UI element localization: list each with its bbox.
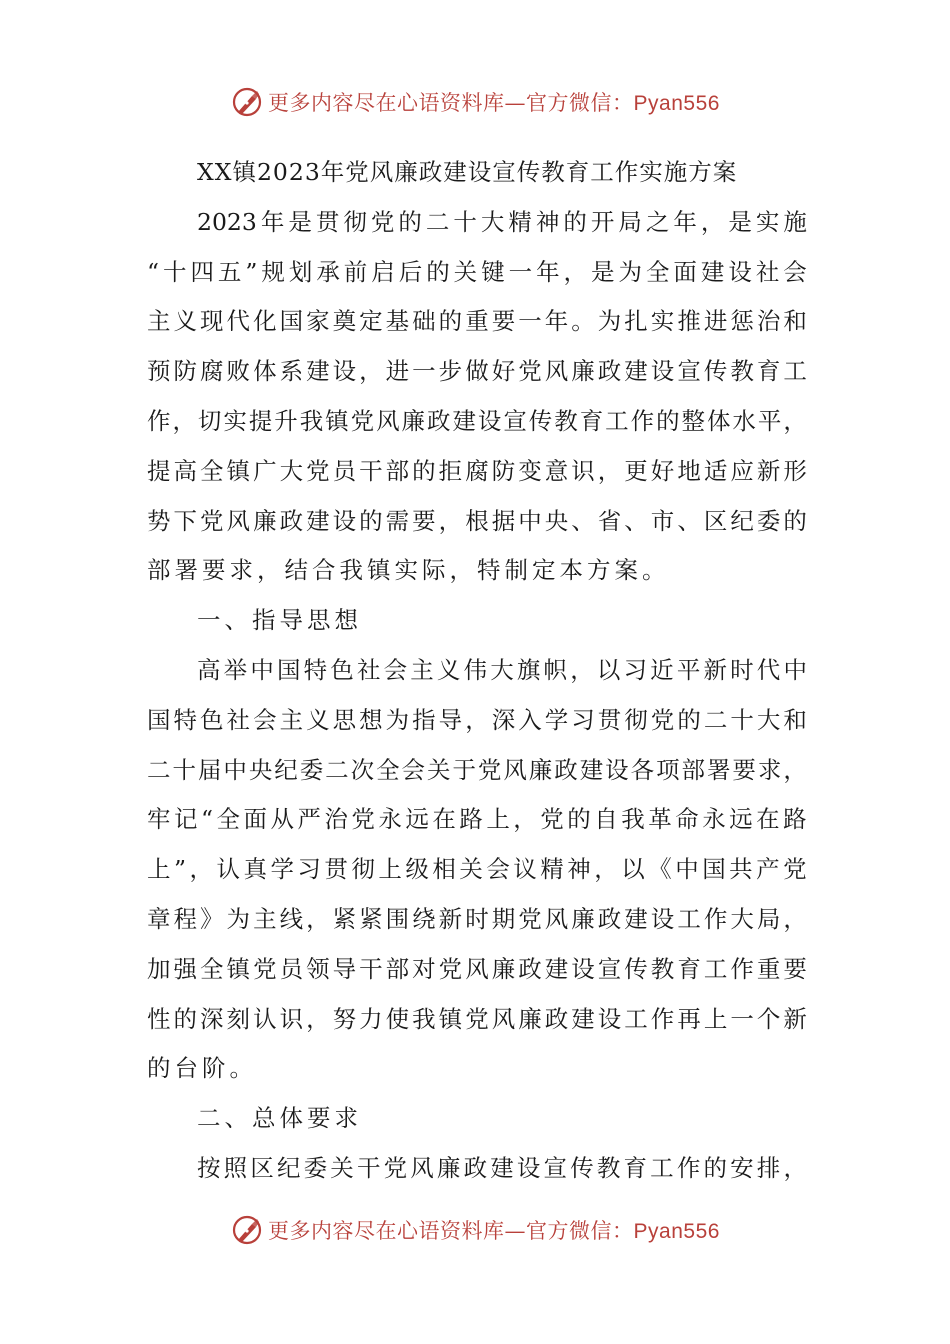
pen-nib-circle-logo-icon: [230, 1213, 264, 1247]
document-body: [147, 148, 807, 1194]
document-title: XX镇2023年党风廉政建设宣传教育工作实施方案: [197, 158, 738, 186]
body-line: 提 高 全 镇 广 大 党 员 干 部 的 拒 腐 防 变 意 识 ， 更 好 地 适 应 新 形: [147, 456, 807, 485]
watermark-wechat-id: Pyan556: [633, 92, 720, 115]
pen-nib-circle-logo-icon: [230, 85, 264, 119]
body-line: 预 防 腐 败 体 系 建 设 ， 进 一 步 做 好 党 风 廉 政 建 设 宣 传 教 育 工: [147, 357, 807, 386]
body-line: 高 举 中 国 特 色 社 会 主 义 伟 大 旗 帜 ， 以 习 近 平 新 时 代 中: [197, 655, 807, 684]
watermark-banner-bottom: [0, 1208, 950, 1252]
body-line: 一、指导思想: [197, 606, 362, 635]
watermark-text: [268, 87, 720, 117]
body-line: 按 照 区 纪 委 关 干 党 风 廉 政 建 设 宣 传 教 育 工 作 的 安 排 ，: [197, 1153, 807, 1182]
body-line: 上 ” ， 认 真 学 习 贯 彻 上 级 相 关 会 议 精 神 ， 以 《 中 国 共 产 党: [147, 855, 807, 884]
body-line: 加 强 全 镇 党 员 领 导 干 部 对 党 风 廉 政 建 设 宣 传 教 育 工 作 重 要: [147, 954, 807, 983]
watermark-prefix: 更多内容尽在心语资料库—官方微信：: [268, 91, 634, 115]
body-line: 2023 年 是 贯 彻 党 的 二 十 大 精 神 的 开 局 之 年 ， 是 实 施: [197, 207, 807, 236]
body-line: 二 十 届 中 央 纪 委 二 次 全 会 关 于 党 风 廉 政 建 设 各 项 部 署 要 求 ，: [147, 755, 807, 784]
body-line: 国 特 色 社 会 主 义 思 想 为 指 导 ， 深 入 学 习 贯 彻 党 的 二 十 大 和: [147, 705, 807, 734]
body-line: 牢 记 “ 全 面 从 严 治 党 永 远 在 路 上 ， 党 的 自 我 革 命 永 远 在 路: [147, 805, 807, 834]
body-line: “ 十 四 五 ” 规 划 承 前 启 后 的 关 键 一 年 ， 是 为 全 面 建 设 社 会: [147, 257, 807, 286]
watermark-text: [268, 1215, 720, 1245]
body-line: 二、总体要求: [197, 1104, 362, 1133]
watermark-prefix: 更多内容尽在心语资料库—官方微信：: [268, 1219, 634, 1243]
watermark-wechat-id: Pyan556: [633, 1220, 720, 1243]
body-line: 的台阶。: [147, 1054, 257, 1083]
body-line: 性 的 深 刻 认 识 ， 努 力 使 我 镇 党 风 廉 政 建 设 工 作 再 上 一 个 新: [147, 1004, 807, 1033]
body-line: 主 义 现 代 化 国 家 奠 定 基 础 的 重 要 一 年 。 为 扎 实 推 进 惩 治 和: [147, 307, 807, 336]
document-paragraphs: [147, 198, 807, 1194]
watermark-banner-top: [0, 80, 950, 124]
body-line: 章 程 》 为 主 线 ， 紧 紧 围 绕 新 时 期 党 风 廉 政 建 设 工 作 大 局 ，: [147, 904, 807, 933]
body-line: 作 ， 切 实 提 升 我 镇 党 风 廉 政 建 设 宣 传 教 育 工 作 的 整 体 水 平 ，: [147, 406, 807, 435]
body-line: 势 下 党 风 廉 政 建 设 的 需 要 ， 根 据 中 央 、 省 、 市 、 区 纪 委 的: [147, 506, 807, 535]
body-line: 部署要求，结合我镇实际，特制定本方案。: [147, 556, 670, 585]
